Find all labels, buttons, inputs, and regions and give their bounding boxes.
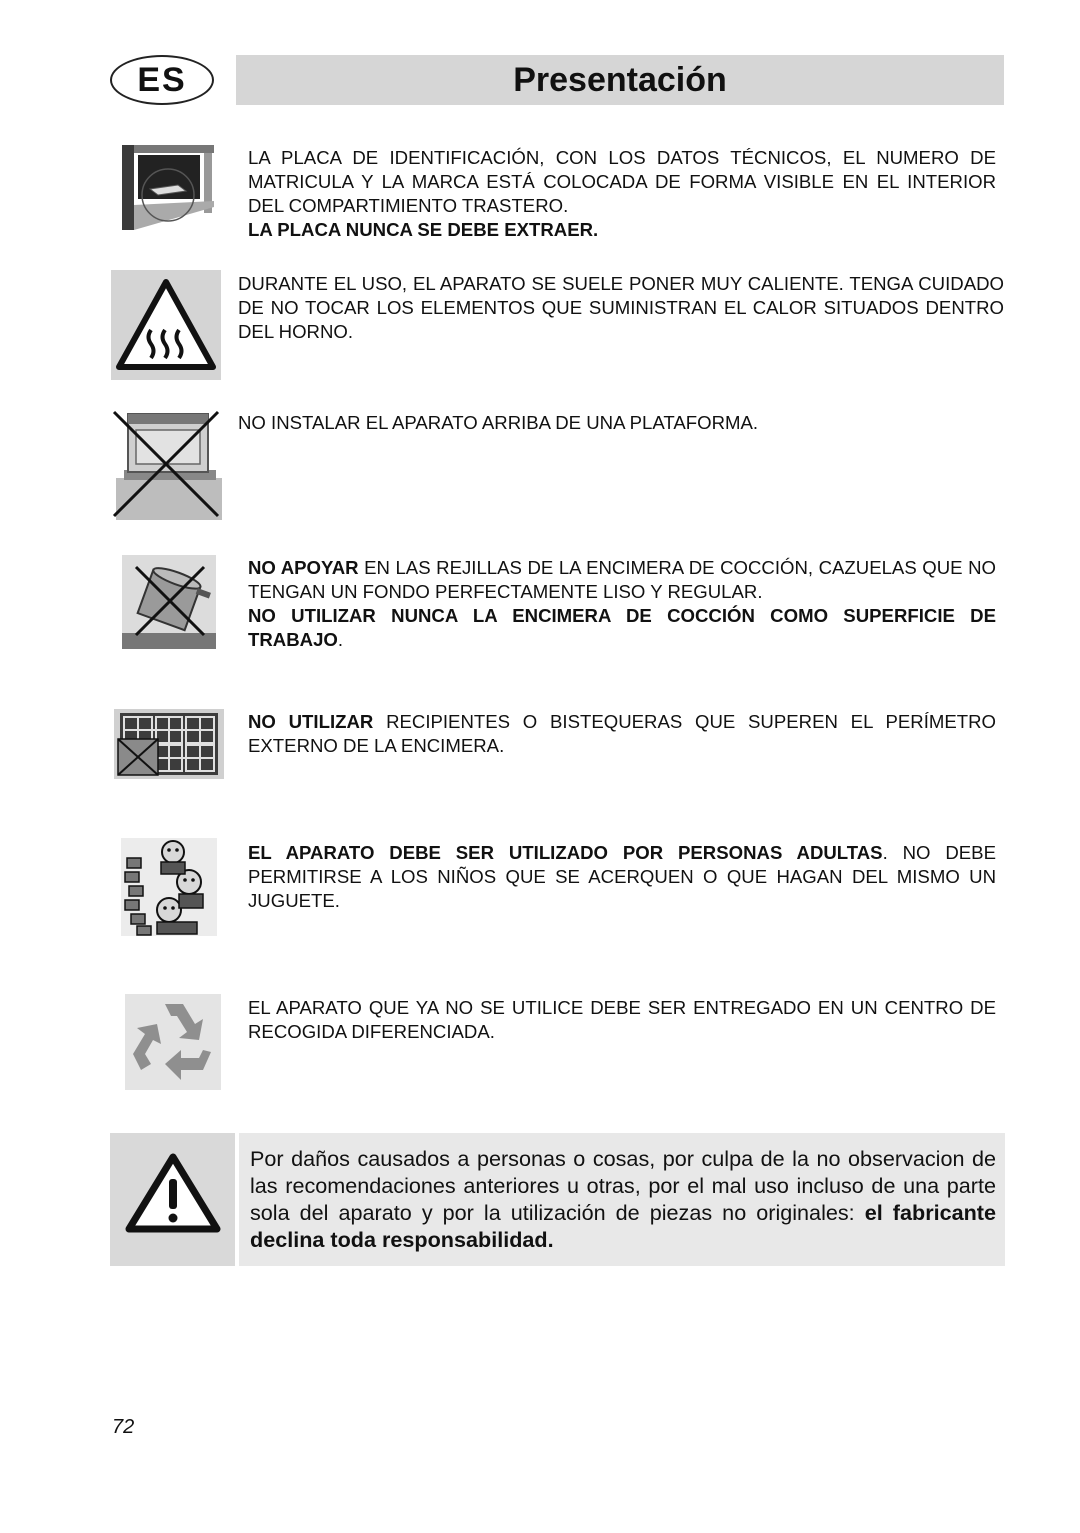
no-uneven-pot-paragraph — [248, 556, 996, 604]
adults-only-lead: EL APARATO DEBE SER UTILIZADO POR PERSONAS ADULTAS — [248, 842, 883, 863]
section-recycling — [248, 996, 996, 1044]
page-number: 72 — [112, 1416, 135, 1438]
language-code: ES — [137, 60, 187, 99]
title-bar — [236, 55, 1004, 105]
liability-warning-box — [110, 1133, 1005, 1266]
no-utilizar-lead: NO UTILIZAR — [248, 711, 374, 732]
section-oversize-pan — [248, 710, 996, 758]
recycling-text: EL APARATO QUE YA NO SE UTILICE DEBE SER ENTREGADO EN UN CENTRO DE RECOGIDA DIFERENCIADA. — [248, 997, 996, 1042]
no-worksurface-paragraph — [248, 604, 996, 652]
id-plate-bold-line: LA PLACA NUNCA SE DEBE EXTRAER. — [248, 219, 599, 240]
hob-oversize-pan-icon — [114, 709, 224, 779]
section-no-platform — [238, 411, 1004, 435]
liability-text: Por daños causados a personas o cosas, por culpa de la no observacion de las recomendaciones anteriores u otras, por el mal uso incluso de una parte sola del aparato y por la utilización de piezas no originales: — [250, 1146, 996, 1225]
no-platform-icon — [110, 408, 222, 520]
page-title: Presentación — [513, 60, 727, 99]
children-paragraph — [248, 841, 996, 913]
section-hot-surface — [238, 272, 1004, 344]
section-id-plate — [248, 146, 996, 242]
hot-surface-warning-icon — [111, 270, 221, 380]
language-badge — [110, 55, 214, 105]
section-children — [248, 841, 996, 913]
no-apoyar-text: EN LAS REJILLAS DE LA ENCIMERA DE COCCIÓN, CAZUELAS QUE NO TENGAN UN FONDO PERFECTAMENTE LISO Y REGULAR. — [248, 557, 996, 602]
oversize-pan-text: RECIPIENTES O BISTEQUERAS QUE SUPEREN EL PERÍMETRO EXTERNO DE LA ENCIMERA. — [248, 711, 996, 756]
id-plate-text: LA PLACA DE IDENTIFICACIÓN, CON LOS DATOS TÉCNICOS, EL NUMERO DE MATRICULA Y LA MARCA ESTÁ COLOCADA DE FORMA VISIBLE EN EL INTERIOR DEL COMPARTIMIENTO TRASTERO. — [248, 147, 996, 216]
children-icon — [121, 838, 217, 936]
no-worksurface-tail: . — [337, 629, 344, 650]
liability-bold: el fabricante declina toda responsabilidad. — [250, 1200, 997, 1252]
no-uneven-pot-icon — [122, 555, 216, 649]
no-apoyar-lead: NO APOYAR — [248, 557, 359, 578]
id-plate-icon — [122, 145, 214, 230]
recycle-icon — [125, 994, 221, 1090]
children-text: . NO DEBE PERMITIRSE A LOS NIÑOS QUE SE ACERQUEN O QUE HAGAN DEL MISMO UN JUGUETE. — [248, 842, 996, 911]
oversize-pan-paragraph — [248, 710, 996, 758]
no-worksurface-bold: NO UTILIZAR NUNCA LA ENCIMERA DE COCCIÓN COMO SUPERFICIE DE TRABAJO — [248, 605, 996, 650]
no-platform-text: NO INSTALAR EL APARATO ARRIBA DE UNA PLATAFORMA. — [238, 412, 759, 433]
liability-warning-text — [239, 1133, 1005, 1266]
exclamation-warning-icon — [110, 1133, 235, 1266]
hot-surface-text: DURANTE EL USO, EL APARATO SE SUELE PONER MUY CALIENTE. TENGA CUIDADO DE NO TOCAR LOS ELEMENTOS QUE SUMINISTRAN EL CALOR SITUADOS DENTRO DEL HORNO. — [238, 273, 1004, 342]
section-no-uneven-pot — [248, 556, 996, 652]
